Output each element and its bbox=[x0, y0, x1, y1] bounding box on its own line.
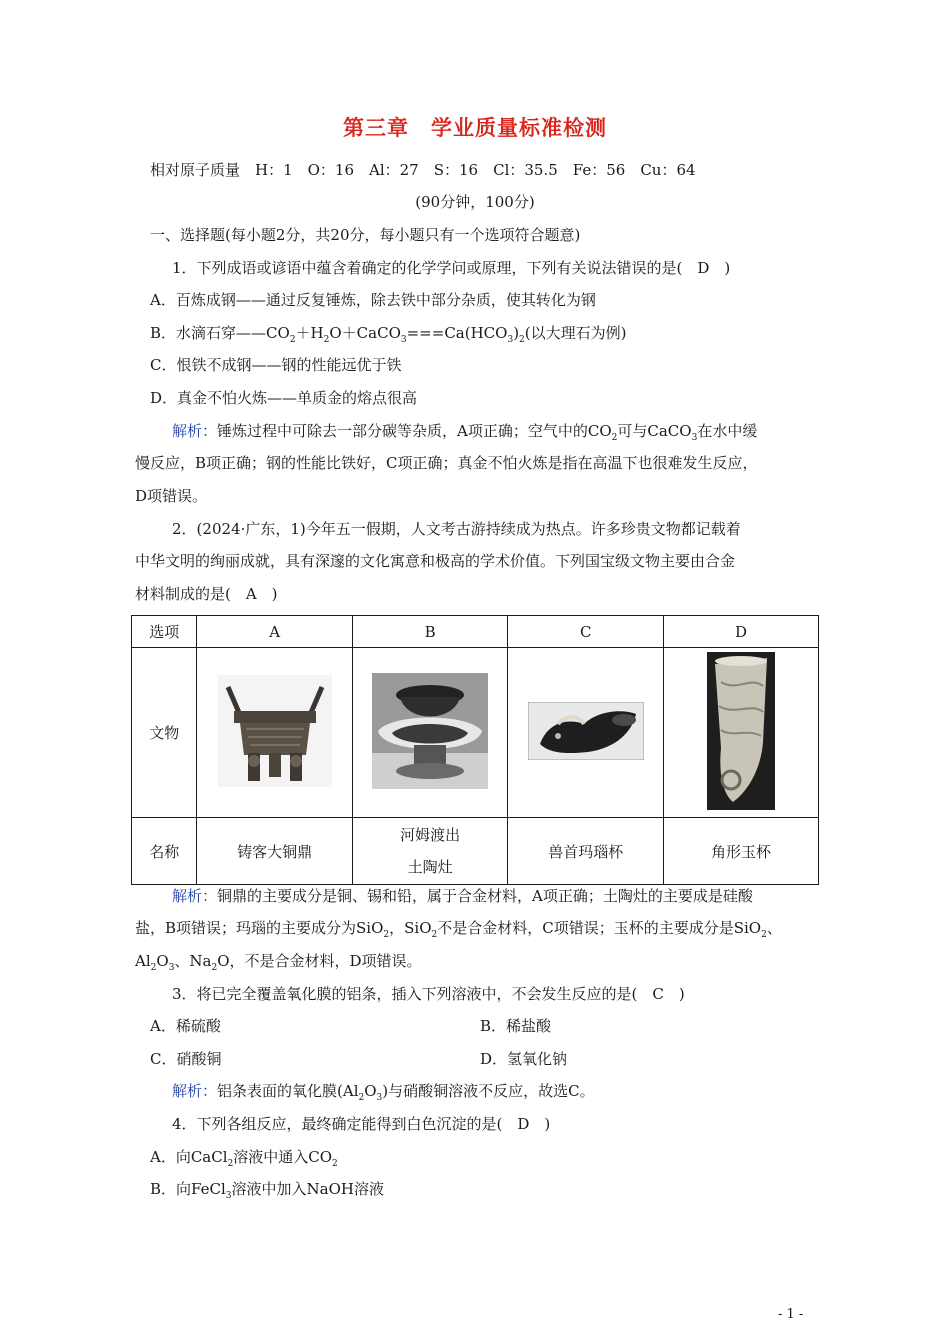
table-header-cell: D bbox=[663, 616, 818, 648]
analysis-label: 解析： bbox=[172, 422, 218, 440]
q2-stem-line2: 中华文明的绚丽成就，具有深邃的文化寓意和极高的学术价值。下列国宝级文物主要由合金 bbox=[135, 552, 736, 570]
table-header-cell: 选项 bbox=[132, 616, 197, 648]
relic-image-cell bbox=[352, 648, 508, 818]
q4-option-a: A．向CaCl$_2$溶液中通入$CO_2$ bbox=[150, 1148, 338, 1169]
q3-stem: 3．将已完全覆盖氧化膜的铝条，插入下列溶液中，不会发生反应的是( C ) bbox=[172, 985, 685, 1003]
q2-stem-line3: 材料制成的是( A ) bbox=[135, 585, 278, 603]
q1-option-b: B．水滴石穿$——CO_2+H_2O+CaCO_3===Ca(HCO_3)_2$(以大理石为例) bbox=[150, 324, 627, 345]
relic-name: 河姆渡出 土陶灶 bbox=[352, 818, 508, 885]
q2-stem-line1: 2．(2024·广东，1)今年五一假期，人文考古游持续成为热点。许多珍贵文物都记载着 bbox=[172, 520, 741, 538]
table-row-label: 文物 bbox=[132, 648, 197, 818]
q4-stem: 4．下列各组反应，最终确定能得到白色沉淀的是( D ) bbox=[172, 1115, 551, 1133]
atomic-masses: 相对原子质量 H：1 O：16 Al：27 S：16 Cl：35.5 Fe：56 Cu：64 bbox=[150, 161, 696, 179]
section-heading: 一、选择题(每小题2分，共20分，每小题只有一个选项符合题意) bbox=[150, 226, 581, 244]
q1-option-a: A．百炼成钢——通过反复锤炼，除去铁中部分杂质，使其转化为钢 bbox=[150, 291, 596, 309]
q3-option-c: C．硝酸铜 bbox=[150, 1050, 222, 1068]
analysis-label: 解析： bbox=[172, 1082, 218, 1100]
q3-option-d: D．氢氧化钠 bbox=[480, 1050, 568, 1068]
pottery-stove-image bbox=[372, 673, 488, 789]
time-score: (90分钟，100分) bbox=[415, 193, 535, 211]
agate-cup-image bbox=[528, 702, 644, 760]
page-number: - 1 - bbox=[778, 1307, 804, 1322]
chapter-title: 第三章 学业质量标准检测 bbox=[343, 116, 607, 140]
table-header-cell: C bbox=[508, 616, 664, 648]
q3-analysis: 解析：铝条表面的氧化膜$(Al_2O_3)$与硝酸铜溶液不反应，故选C。 bbox=[172, 1082, 595, 1103]
table-header-cell: B bbox=[352, 616, 508, 648]
relic-image-cell bbox=[197, 648, 353, 818]
q1-option-d: D．真金不怕火炼——单质金的熔点很高 bbox=[150, 389, 418, 407]
q1-stem: 1．下列成语或谚语中蕴含着确定的化学学问或原理，下列有关说法错误的是( D ) bbox=[172, 259, 731, 277]
table-name-row bbox=[132, 818, 819, 885]
q1-analysis-line2: 慢反应，B项正确；钢的性能比铁好，C项正确；真金不怕火炼是指在高温下也很难发生反应， bbox=[135, 454, 758, 472]
table-relic-row bbox=[132, 648, 819, 818]
table-row-label: 名称 bbox=[132, 818, 197, 885]
relic-table bbox=[131, 615, 819, 885]
q2-analysis-line3: $Al_2O_3$、$Na_2O$，不是合金材料，D项错误。 bbox=[135, 952, 422, 973]
q2-analysis-line1: 解析：铜鼎的主要成分是铜、锡和铅，属于合金材料，A项正确；土陶灶的主要成是硅酸 bbox=[172, 887, 753, 905]
relic-name: 兽首玛瑙杯 bbox=[508, 818, 664, 885]
relic-image-cell bbox=[508, 648, 664, 818]
q3-option-a: A．稀硫酸 bbox=[150, 1017, 221, 1035]
bronze-ding-image bbox=[218, 675, 332, 787]
relic-name: 铸客大铜鼎 bbox=[197, 818, 353, 885]
relic-image-cell bbox=[663, 648, 818, 818]
table-header-row bbox=[132, 616, 819, 648]
q1-analysis-line1: 解析：锤炼过程中可除去一部分碳等杂质，A项正确；空气中的$CO_2$可与CaCO$_3$在水中缓 bbox=[172, 422, 758, 443]
jade-horn-cup-image bbox=[707, 652, 775, 810]
table-header-cell: A bbox=[197, 616, 353, 648]
analysis-label: 解析： bbox=[172, 887, 218, 905]
q1-analysis-line3: D项错误。 bbox=[135, 487, 208, 505]
relic-name: 角形玉杯 bbox=[663, 818, 818, 885]
q3-option-b: B．稀盐酸 bbox=[480, 1017, 552, 1035]
q2-analysis-line2: 盐，B项错误；玛瑙的主要成分为SiO$_2$，SiO$_2$不是合金材料，C项错误；玉杯的主要成分是SiO$_2$、 bbox=[135, 919, 782, 940]
q1-option-c: C．恨铁不成钢——钢的性能远优于铁 bbox=[150, 356, 402, 374]
q4-option-b: B．向FeCl$_3$溶液中加入NaOH溶液 bbox=[150, 1180, 384, 1201]
